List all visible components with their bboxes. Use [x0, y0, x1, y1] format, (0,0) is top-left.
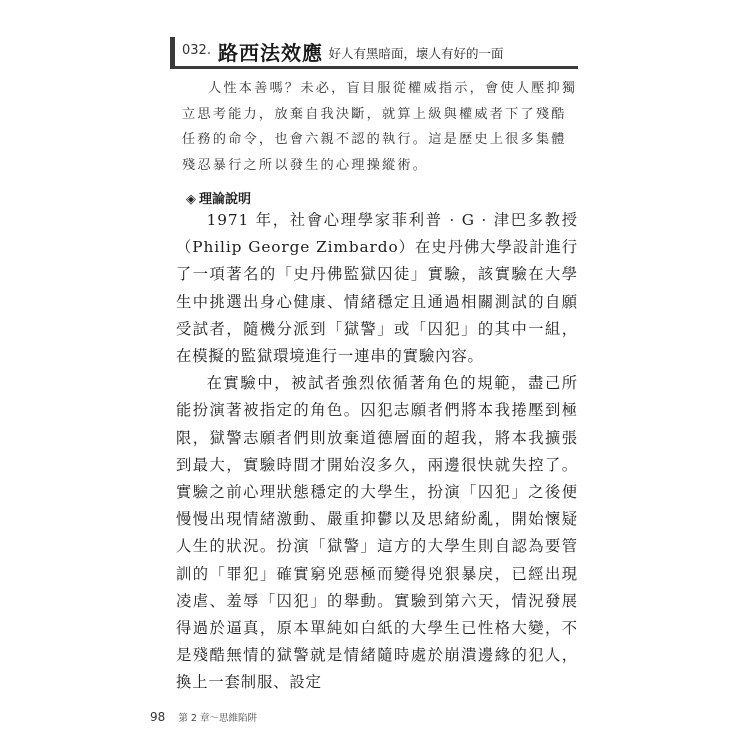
page-number: 98 — [150, 710, 166, 724]
subsection-heading-text: 理論說明 — [199, 192, 252, 207]
page-footer — [150, 706, 257, 725]
intro-paragraph — [182, 76, 578, 178]
intro-text: 人性本善嗎？未必，盲目服從權威指示，會使人壓抑獨立思考能力，放棄自我決斷，就算上級與權威者下了殘酷任務的命令，也會六親不認的執行。這是歷史上很多集體殘忍暴行之所以發生的心理操縱術。 — [182, 81, 578, 173]
header-bottom-rule — [170, 66, 578, 69]
section-header — [170, 37, 578, 64]
chapter-label: 第 2 章～思維陷阱 — [178, 713, 257, 724]
section-subtitle: ：好人有黑暗面，壞人有好的一面 — [316, 46, 504, 61]
section-number: 032. — [182, 43, 211, 58]
section-title: 路西法效應 — [218, 41, 323, 65]
header-left-rule — [170, 37, 175, 67]
body-paragraph-1: 1971 年，社會心理學家菲利普 · G · 津巴多教授（Philip George Zimbardo）在史丹佛大學設計進行了一項著名的「史丹佛監獄囚徒」實驗，該實驗在大學生中挑選出身心健康、情緒穩定且通過相關測試的自願受試者，隨機分派到「獄警」或「囚犯」的其中一組，在模擬的監獄環境進行一連串的實驗內容。 — [176, 211, 578, 366]
body-paragraph-2: 在實驗中，被試者強烈依循著角色的規範，盡己所能扮演著被指定的角色。囚犯志願者們將本我捲壓到極限，獄警志願者們則放棄道德層面的超我，將本我擴張到最大，實驗時間才開始沒多久，兩邊很快就失控了。實驗之前心理狀態穩定的大學生，扮演「囚犯」之後便慢慢出現情緒激動、嚴重抑鬱以及思緒紛亂，開始懷疑人生的狀況。扮演「獄警」這方的大學生則自認為要管訓的「罪犯」確實窮兇惡極而變得兇狠暴戾，已經出現凌虐、羞辱「囚犯」的舉動。實驗到第六天，情況發展得過於逼真，原本單純如白紙的大學生已性格大變，不是殘酷無情的獄警就是情緒隨時處於崩潰邊緣的犯人，換上一套制服、設定 — [176, 374, 578, 692]
body-text — [176, 207, 578, 697]
subsection-heading — [186, 188, 251, 207]
diamond-icon: ◈ — [186, 192, 196, 207]
